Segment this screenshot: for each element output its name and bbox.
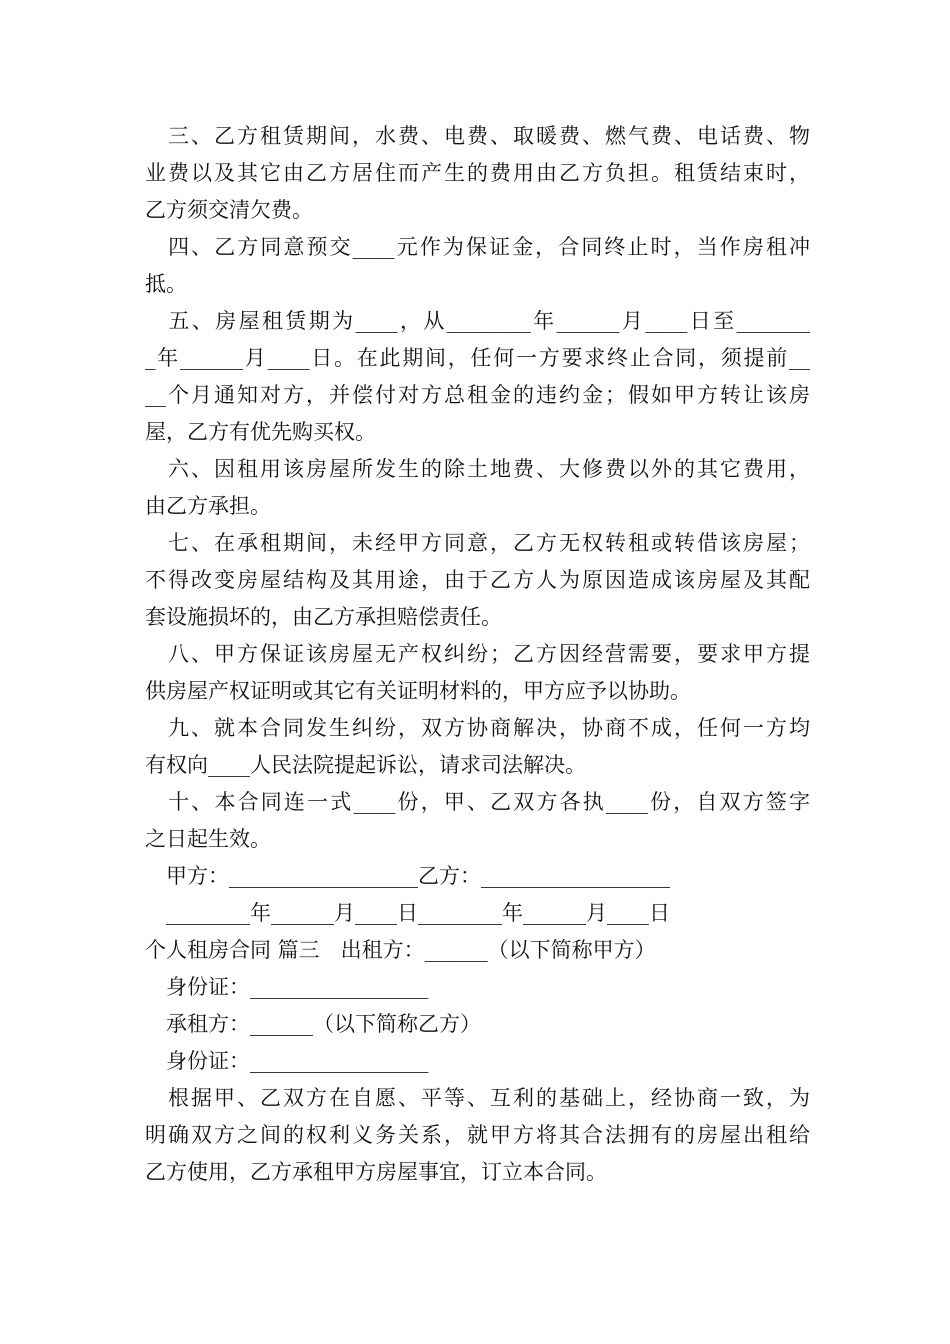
text-line: 由乙方承担。 <box>145 494 271 518</box>
text-line: 抵。 <box>145 272 187 296</box>
text-line: 根据甲、乙双方在自愿、平等、互利的基础上，经协商一致，为 <box>145 1086 810 1110</box>
tenant-line: 承租方：______（以下简称乙方） <box>145 1012 481 1036</box>
text-line: 七、在承租期间，未经甲方同意，乙方无权转租或转借该房屋； <box>145 531 810 555</box>
text-line: 八、甲方保证该房屋无产权纠纷；乙方因经营需要，要求甲方提 <box>145 642 810 666</box>
text-line: 十、本合同连一式____份，甲、乙双方各执____份，自双方签字 <box>145 790 810 814</box>
text-line: 有权向____人民法院提起诉讼，请求司法解决。 <box>145 753 586 777</box>
text-line: 业费以及其它由乙方居住而产生的费用由乙方负担。租赁结束时， <box>145 161 810 185</box>
text-line: 五、房屋租赁期为____，从________年______月____日至_______ <box>145 309 810 333</box>
text-line: 不得改变房屋结构及其用途，由于乙方人为原因造成该房屋及其配 <box>145 568 810 592</box>
text-line: 明确双方之间的权利义务关系，就甲方将其合法拥有的房屋出租给 <box>145 1123 810 1147</box>
text-line: 六、因租用该房屋所发生的除土地费、大修费以外的其它费用， <box>145 457 810 481</box>
signature-line: 甲方：__________________乙方：__________________ <box>145 864 670 888</box>
date-line: ________年______月____日________年______月____日 <box>145 901 670 925</box>
text-line: 供房屋产权证明或其它有关证明材料的，甲方应予以协助。 <box>145 679 691 703</box>
text-line: 屋，乙方有优先购买权。 <box>145 420 376 444</box>
id-line: 身份证：_________________ <box>145 1049 429 1073</box>
text-line: 乙方须交清欠费。 <box>145 198 313 222</box>
text-line: 套设施损坏的，由乙方承担赔偿责任。 <box>145 605 502 629</box>
text-line: _年______月____日。在此期间，任何一方要求终止合同，须提前__ <box>145 346 810 370</box>
text-line: __个月通知对方，并偿付对方总租金的违约金；假如甲方转让该房 <box>145 383 810 407</box>
section-heading: 个人租房合同 篇三 出租方：______（以下简称甲方） <box>145 938 656 962</box>
text-line: 三、乙方租赁期间，水费、电费、取暖费、燃气费、电话费、物 <box>145 124 810 148</box>
text-line: 之日起生效。 <box>145 827 271 851</box>
text-line: 四、乙方同意预交____元作为保证金，合同终止时，当作房租冲 <box>145 235 810 259</box>
text-line: 九、就本合同发生纠纷，双方协商解决，协商不成，任何一方均 <box>145 716 810 740</box>
text-line: 乙方使用，乙方承租甲方房屋事宜，订立本合同。 <box>145 1160 607 1184</box>
id-line: 身份证：_________________ <box>145 975 429 999</box>
